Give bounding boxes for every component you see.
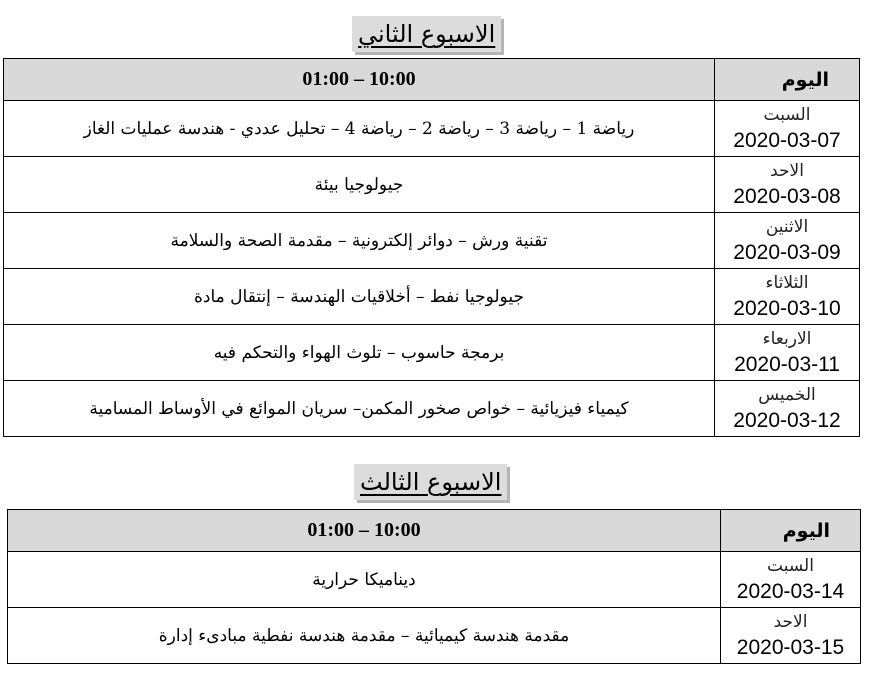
day-date: 2020-03-14 xyxy=(736,579,845,603)
subjects-cell: ديناميكا حرارية xyxy=(8,552,721,608)
table-row xyxy=(4,381,860,437)
day-cell xyxy=(715,269,860,325)
day-name: الاحد xyxy=(770,160,804,181)
table-row xyxy=(4,157,860,213)
table-row xyxy=(4,101,860,157)
subjects-cell: كيمياء فيزيائية – خواص صخور المكمن– سريان الموائع في الأوساط المسامية xyxy=(4,381,715,437)
subjects-cell: رياضة 1 – رياضة 3 – رياضة 2 – رياضة 4 – تحليل عددي - هندسة عمليات الغاز xyxy=(4,101,715,157)
subjects-cell: برمجة حاسوب – تلوث الهواء والتحكم فيه xyxy=(4,325,715,381)
day-name: السبت xyxy=(767,555,814,576)
table-row xyxy=(4,213,860,269)
week-3-title: الاسبوع الثالث xyxy=(354,464,507,500)
table-row xyxy=(8,608,861,664)
subjects-cell: مقدمة هندسة كيميائية – مقدمة هندسة نفطية مبادىء إدارة xyxy=(8,608,721,664)
table-row xyxy=(4,325,860,381)
table-header-row xyxy=(4,59,860,101)
day-cell xyxy=(715,157,860,213)
table-row xyxy=(8,552,861,608)
day-cell xyxy=(715,325,860,381)
day-cell xyxy=(721,608,861,664)
day-cell xyxy=(721,552,861,608)
day-name: الخميس xyxy=(758,384,816,405)
day-cell xyxy=(715,381,860,437)
subjects-cell: جيولوجيا بيئة xyxy=(4,157,715,213)
subjects-cell: جيولوجيا نفط – أخلاقيات الهندسة – إنتقال مادة xyxy=(4,269,715,325)
day-date: 2020-03-09 xyxy=(733,240,841,264)
week-2-schedule-table xyxy=(3,58,860,437)
day-date: 2020-03-15 xyxy=(736,635,845,659)
day-name: الاحد xyxy=(773,611,808,632)
day-date: 2020-03-12 xyxy=(733,408,841,432)
day-cell xyxy=(715,101,860,157)
day-name: الاثنين xyxy=(765,216,809,237)
day-date: 2020-03-07 xyxy=(733,128,841,152)
day-date: 2020-03-10 xyxy=(733,296,841,320)
table-header-row xyxy=(8,510,861,552)
day-name: السبت xyxy=(763,104,811,125)
week-2-title: الاسبوع الثاني xyxy=(352,16,501,52)
day-date: 2020-03-11 xyxy=(734,352,840,376)
time-header: 01:00 – 10:00 xyxy=(4,59,715,101)
day-cell xyxy=(715,213,860,269)
table-row xyxy=(4,269,860,325)
time-header: 01:00 – 10:00 xyxy=(8,510,721,552)
subjects-cell: تقنية ورش – دوائر إلكترونية – مقدمة الصحة والسلامة xyxy=(4,213,715,269)
day-name: الاربعاء xyxy=(762,328,812,349)
week-3-schedule-table xyxy=(7,509,861,664)
day-header: اليوم xyxy=(721,510,861,552)
day-name: الثلاثاء xyxy=(765,272,809,293)
day-header: اليوم xyxy=(715,59,860,101)
day-date: 2020-03-08 xyxy=(733,184,841,208)
